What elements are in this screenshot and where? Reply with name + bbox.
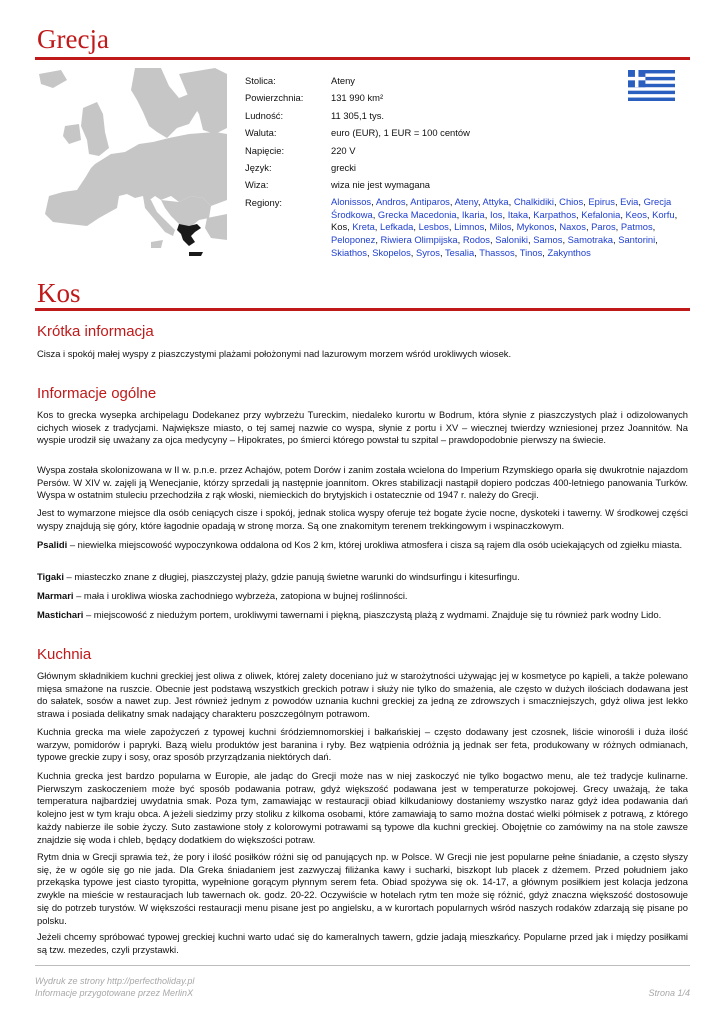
place-name: Tigaki [37,571,64,582]
fact-label: Wiza: [245,179,269,191]
fact-label: Ludność: [245,109,284,121]
region-link-patmos[interactable]: Patmos [620,221,653,233]
general-paragraph-2: Wyspa została skolonizowana w II w. p.n.e. przez Achajów, potem Dorów i zanim została wcielona do Imperium Rzymskiego oparła się dwukrotnie najazdom Persów. W XIV w. zajęli ją Wenecjanie, którzy sprzedali ją następnie joannitom. Okres stabilizacji nastąpił dopiero podczas 400-letniego panowania Turków. Wyspa w ostatnim stuleciu przechodziła z rąk włoski, niemieckich do brytyjskich i ostatecznie od 1947 r. należy do Grecji. [37,464,688,501]
title-divider [35,57,690,60]
region-link-chios[interactable]: Chios [559,195,584,207]
region-link-santorini[interactable]: Santorini [618,234,656,246]
region-link-skopelos[interactable]: Skopelos [372,247,411,259]
country-title: Grecja [37,24,109,54]
fact-value: 220 V [331,144,356,156]
region-link-ateny[interactable]: Ateny [454,195,478,207]
place-description: – miejscowość z niedużym portem, urokliwymi tawernami i piękną, piaszczystą plażą z wydmami. Znajduje się tu również park wodny Lido. [83,609,662,620]
kitchen-paragraph-1: Głównym składnikiem kuchni greckiej jest oliwa z oliwek, której zalety doceniano już w starożytności używając jej w kosmetyce po kąpieli, a także polewano mięsa smażone na ruszcie. Obecnie jest podstawą wszystkich greckich potraw i służy nie tylko do smażenia, ale często w dużych ilościach dodawana jest do sałatek, sosów a nawet zup. Jest również jednym z powodów uznania kuchni greckiej za jedną ze zdrowszych i smaczniejszych, gdyż oliwa jest lekko strawa i posiada delikatny smak nadający charakteru poszczególnym potrawom. [37,670,688,720]
place-description: – miasteczko znane z długiej, piaszczystej plaży, gdzie panują świetne warunki do windsurfingu i kitesurfingu. [63,571,520,582]
region-link-kos: Kos [331,221,348,233]
fact-row-population [245,107,690,124]
region-link-saloniki[interactable]: Saloniki [495,234,529,246]
region-link-skiathos[interactable]: Skiathos [331,247,367,259]
region-link-kreta[interactable]: Kreta [352,221,375,233]
fact-row-regions [245,194,690,260]
fact-row-voltage [245,142,690,159]
country-facts-table [245,72,690,260]
region-link-kefalonia[interactable]: Kefalonia [581,208,621,220]
page-footer [35,976,690,999]
place-psalidi [37,539,688,552]
fact-row-capital [245,72,690,89]
region-link-ikaria[interactable]: Ikaria [461,208,485,220]
region-link-grecja-środkowa[interactable]: Grecja Środkowa [331,195,672,220]
kitchen-heading: Kuchnia [37,646,92,663]
region-link-antiparos[interactable]: Antiparos [410,195,450,207]
fact-label: Regiony: [245,196,283,208]
region-link-rodos[interactable]: Rodos [462,234,490,246]
region-link-korfu[interactable]: Korfu [652,208,675,220]
region-link-mykonos[interactable]: Mykonos [516,221,555,233]
general-info-heading: Informacje ogólne [37,385,157,402]
fact-value: grecki [331,162,357,174]
region-link-andros[interactable]: Andros [375,195,406,207]
general-paragraph-3: Jest to wymarzone miejsce dla osób ceniących cisze i spokój, jednak stolica wyspy oferuje też bogate życie nocne, dyskoteki i tawerny. W środkowej części wyspy znajdują się góry, które łagodnie opadają w stronę morza. Są one znakomitym terenem trekkingowym i wspinaczkowym. [37,507,688,531]
short-info-text: Cisza i spokój małej wyspy z piaszczystymi plażami położonymi nad lazurowym morzem wśród urokliwych wiosek. [37,348,512,359]
place-marmari [37,590,688,603]
fact-value: wiza nie jest wymagana [331,179,431,191]
region-link-naxos[interactable]: Naxos [559,221,586,233]
place-name: Marmari [37,590,74,601]
region-link-karpathos[interactable]: Karpathos [533,208,577,220]
region-link-attyka[interactable]: Attyka [482,195,509,207]
region-link-keos[interactable]: Keos [625,208,647,220]
fact-row-area [245,89,690,106]
place-name: Psalidi [37,539,68,550]
destination-divider [35,308,690,311]
region-link-lefkada[interactable]: Lefkada [380,221,414,233]
page [35,0,690,1024]
fact-label: Powierzchnia: [245,92,304,104]
region-link-samotraka[interactable]: Samotraka [567,234,613,246]
region-link-tesalia[interactable]: Tesalia [445,247,475,259]
regions-list: Alonissos, Andros, Antiparos, Ateny, Attyka, Chalkidiki, Chios, Epirus, Evia, Grecja Środkowa, Grecka Macedonia, Ikaria, Ios, Itaka, Karpathos, Kefalonia, Keos, Korfu, Kos, Kreta, Lefkada, Lesbos, Limnos, Milos, Mykonos, Naxos, Paros, Patmos, Peloponez, Riwiera Olimpijska, Rodos, Saloniki, Samos, Samotraka, Santorini, Skiathos, Skopelos, Syros, Tesalia, Thassos, Tinos, Zakynthos [331,195,678,259]
region-link-evia[interactable]: Evia [620,195,639,207]
fact-label: Waluta: [245,127,277,139]
region-link-tinos[interactable]: Tinos [519,247,543,259]
region-link-chalkidiki[interactable]: Chalkidiki [513,195,554,207]
fact-value: euro (EUR), 1 EUR = 100 centów [331,127,470,139]
region-link-peloponez[interactable]: Peloponez [331,234,376,246]
region-link-alonissos[interactable]: Alonissos [331,195,372,207]
fact-row-language [245,159,690,176]
short-info-heading: Krótka informacja [37,323,154,340]
region-link-thassos[interactable]: Thassos [479,247,515,259]
fact-value: 131 990 km² [331,92,384,104]
fact-label: Język: [245,162,272,174]
place-description: – niewielka miejscowość wypoczynkowa oddalona od Kos 2 km, której urokliwa atmosfera i cisza są rajem dla osób uciekających od zgiełku miasta. [67,539,683,550]
fact-label: Stolica: [245,75,276,86]
kitchen-paragraph-5: Jeżeli chcemy spróbować typowej greckiej kuchni warto udać się do kameralnych tawern, gdzie jadają mieszkańcy. Popularne przed jak i między posiłkami są tzw. mezedes, czyli przystawki. [37,931,688,955]
destination-title: Kos [37,278,81,308]
footer-source: Wydruk ze strony http://perfectholiday.pl [35,976,195,986]
kitchen-paragraph-3: Kuchnia grecka jest bardzo popularna w Europie, ale jadąc do Grecji może nas w niej zaskoczyć nie tylko bogactwo menu, ale też tradycje kulinarne. Pierwszym zaskoczeniem może być sposób podawania potraw, gdyż większość podawana jest w temperaturze pokojowej. Grecy uważają, że taka temperatura najbardziej uwydatnia smak. Poza tym, zamawiając w restauracji obiad kilkudaniowy dostaniemy wszystko naraz gdyż idea podawania dań kolejno jest w tym kraju obca. A jeżeli siedzimy przy stoliku z kilkoma osobami, które zamawiają to samo można dostać wielki półmisek z potrawą, z którego każdy nabierze ile sobie życzy. Suto zastawione stoły z kolorowymi potrawami są typowe dla kuchni greckiej. Obojętnie co zamówimy na na stole zawsze znajdzie się woda i chleb, będący dodatkiem do większości potraw. [37,770,688,845]
place-mastichari [37,609,688,622]
place-description: – mała i urokliwa wioska zachodniego wybrzeża, zatopiona w bujnej roślinności. [73,590,408,601]
fact-row-currency [245,124,690,141]
region-link-lesbos[interactable]: Lesbos [418,221,449,233]
kitchen-paragraph-2: Kuchnia grecka ma wiele zapożyczeń z typowej kuchni śródziemnomorskiej i bałkańskiej – często dodawany jest czosnek, liście winorośli i duża ilość warzyw, pomidorów i papryki. Bazą wielu produktów jest baranina i ryby. Bez wątpienia odróżnia ją jednak ser feta, produkowany w różnych odmianach, typowe greckie zupy i sosy, oraz sposób przyrządzania niektórych dań. [37,726,688,763]
region-link-samos[interactable]: Samos [533,234,563,246]
region-link-paros[interactable]: Paros [591,221,616,233]
fact-label: Napięcie: [245,144,285,156]
region-link-ios[interactable]: Ios [489,208,503,220]
page-number: Strona 1/4 [648,987,690,998]
region-link-zakynthos[interactable]: Zakynthos [547,247,591,259]
fact-value: 11 305,1 tys. [331,109,384,121]
region-link-limnos[interactable]: Limnos [454,221,485,233]
region-link-itaka[interactable]: Itaka [507,208,529,220]
footer-divider [35,965,690,966]
region-link-grecka-macedonia[interactable]: Grecka Macedonia [377,208,457,220]
region-link-syros[interactable]: Syros [415,247,440,259]
fact-row-visa [245,176,690,193]
europe-map-image [39,68,227,260]
greek-flag-icon [628,70,675,101]
place-tigaki [37,571,688,584]
general-paragraph-1: Kos to grecka wysepka archipelagu Dodekanez przy wybrzeżu Tureckim, niedaleko kurortu w Bodrum, która słynie z piaszczystych plaż i odizolowanych cichych wiosek z tradycjami. Największe miasto, o tej samej nazwie co wyspa, słynie z portu i XV – wiecznej twierdzy wzniesionej przez Joannitów. Na wyspie urodził się uważany za ojca medycyny – Hipokrates, po śmierci którego powstał tu szpital – prawdopodobnie pierwszy na świecie. [37,409,688,446]
footer-credits: Informacje przygotowane przez MerlinX [35,987,194,998]
kitchen-paragraph-4: Rytm dnia w Grecji sprawia też, że pory i ilość posiłków różni się od panujących np. w Polsce. W Grecji nie jest popularne pełne śniadanie, a często słyszy się, że w ogóle się go nie jada. Dla Greka śniadaniem jest zazwyczaj filiżanka kawy i sucharki, biszkopt lub placek z dżemem. Przed południem jako przekąska typowe jest ciasto tyropitta, wypełnione gorącym płynnym serem feta. Obiad spożywa się ok. 14-17, a głównym posiłkiem jest kolacja jedzona zwykle na mieście w restauracjach lub tawernach ok. godz. 20-22. Oczywiście w hotelach rytm ten może się różnić, gdyż znaczna większość dostosowuje się do potrzeb turystów. W większości restauracji menu pisane jest po angielsku, a w kurortach popularnych wśród naszych rodaków zdarzają się pisane po polsku. [37,851,688,926]
region-link-epirus[interactable]: Epirus [588,195,615,207]
region-link-milos[interactable]: Milos [489,221,512,233]
region-link-riwiera-olimpijska[interactable]: Riwiera Olimpijska [380,234,458,246]
place-name: Mastichari [37,609,84,620]
fact-value: Ateny [331,75,355,86]
